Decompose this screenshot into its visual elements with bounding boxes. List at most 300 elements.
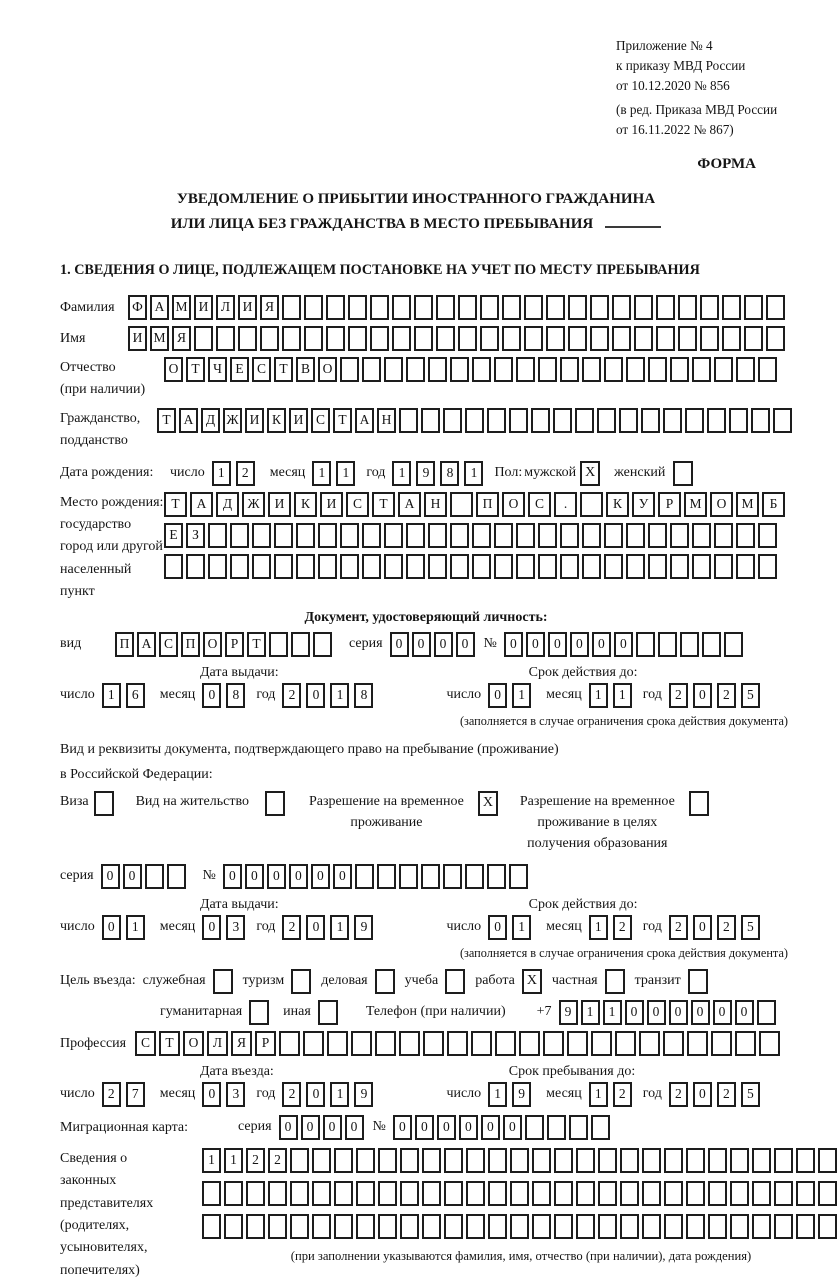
char-cell[interactable]: 0 [526,632,545,657]
char-cell[interactable] [752,1148,771,1173]
char-cell[interactable]: 0 [693,1082,712,1107]
char-cell[interactable] [509,864,528,889]
char-cell[interactable] [758,554,777,579]
char-cell[interactable]: 0 [481,1115,500,1140]
char-cell[interactable]: Р [658,492,681,517]
char-cell[interactable] [648,554,667,579]
char-cell[interactable] [751,408,770,433]
purpose-commercial-checkbox[interactable] [375,969,395,994]
char-cell[interactable] [414,326,433,351]
char-cell[interactable] [465,408,484,433]
char-cell[interactable] [502,326,521,351]
char-cell[interactable]: 5 [741,683,760,708]
char-cell[interactable]: 0 [393,1115,412,1140]
char-cell[interactable] [370,326,389,351]
char-cell[interactable] [356,1214,375,1239]
char-cell[interactable] [576,1181,595,1206]
char-cell[interactable]: И [194,295,213,320]
char-cell[interactable] [370,295,389,320]
char-cell[interactable] [615,1031,636,1056]
char-cell[interactable] [472,357,491,382]
char-cell[interactable]: 0 [488,683,507,708]
char-cell[interactable] [400,1214,419,1239]
char-cell[interactable] [472,554,491,579]
char-cell[interactable]: 1 [330,915,349,940]
char-cell[interactable] [399,408,418,433]
char-cell[interactable] [406,357,425,382]
char-cell[interactable] [348,326,367,351]
char-cell[interactable] [612,295,631,320]
char-cell[interactable] [194,326,213,351]
char-cell[interactable]: 1 [589,1082,608,1107]
char-cell[interactable]: 1 [488,1082,507,1107]
char-cell[interactable]: 2 [282,683,301,708]
char-cell[interactable]: 0 [735,1000,754,1025]
char-cell[interactable] [164,554,183,579]
char-cell[interactable] [444,1214,463,1239]
char-cell[interactable]: 0 [289,864,308,889]
char-cell[interactable] [356,1148,375,1173]
char-cell[interactable] [663,408,682,433]
char-cell[interactable] [392,326,411,351]
char-cell[interactable] [318,523,337,548]
char-cell[interactable]: А [355,408,374,433]
char-cell[interactable] [818,1181,837,1206]
char-cell[interactable] [296,523,315,548]
char-cell[interactable] [326,295,345,320]
char-cell[interactable]: Я [172,326,191,351]
char-cell[interactable]: 1 [603,1000,622,1025]
char-cell[interactable]: С [528,492,551,517]
purpose-work-checkbox[interactable]: X [522,969,542,994]
char-cell[interactable]: 1 [589,915,608,940]
char-cell[interactable] [472,523,491,548]
char-cell[interactable] [487,864,506,889]
char-cell[interactable] [576,1148,595,1173]
char-cell[interactable] [516,357,535,382]
char-cell[interactable]: 0 [301,1115,320,1140]
char-cell[interactable]: 0 [202,1082,221,1107]
char-cell[interactable] [598,1181,617,1206]
visa-checkbox[interactable] [94,791,114,816]
char-cell[interactable]: 0 [333,864,352,889]
char-cell[interactable] [724,632,743,657]
char-cell[interactable]: 0 [691,1000,710,1025]
char-cell[interactable] [282,326,301,351]
char-cell[interactable] [670,523,689,548]
char-cell[interactable]: 2 [669,1082,688,1107]
char-cell[interactable]: И [289,408,308,433]
char-cell[interactable]: И [268,492,291,517]
char-cell[interactable] [378,1148,397,1173]
char-cell[interactable]: О [183,1031,204,1056]
char-cell[interactable] [590,295,609,320]
char-cell[interactable] [678,295,697,320]
char-cell[interactable] [546,326,565,351]
char-cell[interactable]: М [736,492,759,517]
char-cell[interactable] [663,1031,684,1056]
char-cell[interactable]: 8 [354,683,373,708]
char-cell[interactable] [547,1115,566,1140]
char-cell[interactable]: 0 [570,632,589,657]
char-cell[interactable] [252,523,271,548]
char-cell[interactable]: 0 [345,1115,364,1140]
char-cell[interactable] [313,632,332,657]
char-cell[interactable] [722,326,741,351]
char-cell[interactable]: 3 [226,1082,245,1107]
char-cell[interactable] [702,632,721,657]
char-cell[interactable] [290,1181,309,1206]
char-cell[interactable]: А [137,632,156,657]
char-cell[interactable] [774,1148,793,1173]
char-cell[interactable] [340,554,359,579]
char-cell[interactable] [708,1214,727,1239]
char-cell[interactable]: 1 [202,1148,221,1173]
char-cell[interactable]: Т [372,492,395,517]
char-cell[interactable]: 0 [202,915,221,940]
char-cell[interactable] [543,1031,564,1056]
char-cell[interactable] [752,1181,771,1206]
char-cell[interactable] [224,1181,243,1206]
char-cell[interactable] [406,554,425,579]
char-cell[interactable]: 0 [625,1000,644,1025]
char-cell[interactable]: С [252,357,271,382]
char-cell[interactable] [487,408,506,433]
char-cell[interactable]: Л [207,1031,228,1056]
purpose-tourism-checkbox[interactable] [291,969,311,994]
char-cell[interactable] [471,1031,492,1056]
char-cell[interactable]: Д [216,492,239,517]
char-cell[interactable] [686,1181,705,1206]
char-cell[interactable] [362,357,381,382]
char-cell[interactable]: 0 [123,864,142,889]
char-cell[interactable] [546,295,565,320]
char-cell[interactable]: 1 [330,1082,349,1107]
char-cell[interactable] [488,1148,507,1173]
char-cell[interactable]: Т [333,408,352,433]
char-cell[interactable] [422,1148,441,1173]
char-cell[interactable] [736,554,755,579]
char-cell[interactable]: 2 [268,1148,287,1173]
char-cell[interactable] [642,1148,661,1173]
char-cell[interactable] [568,295,587,320]
char-cell[interactable]: 0 [504,632,523,657]
char-cell[interactable] [531,408,550,433]
char-cell[interactable]: 1 [512,915,531,940]
char-cell[interactable] [626,357,645,382]
char-cell[interactable]: 0 [390,632,409,657]
char-cell[interactable] [312,1214,331,1239]
char-cell[interactable]: А [190,492,213,517]
char-cell[interactable] [656,295,675,320]
char-cell[interactable]: 8 [440,461,459,486]
char-cell[interactable] [510,1214,529,1239]
char-cell[interactable] [686,1214,705,1239]
char-cell[interactable] [502,295,521,320]
char-cell[interactable]: Я [260,295,279,320]
char-cell[interactable] [436,326,455,351]
char-cell[interactable]: 9 [416,461,435,486]
char-cell[interactable] [202,1214,221,1239]
char-cell[interactable] [538,554,557,579]
char-cell[interactable]: Ч [208,357,227,382]
char-cell[interactable] [400,1148,419,1173]
char-cell[interactable] [687,1031,708,1056]
char-cell[interactable] [670,357,689,382]
char-cell[interactable] [392,295,411,320]
char-cell[interactable] [774,1214,793,1239]
char-cell[interactable]: 1 [581,1000,600,1025]
purpose-humanitarian-checkbox[interactable] [249,1000,269,1025]
char-cell[interactable] [685,408,704,433]
char-cell[interactable]: 0 [614,632,633,657]
char-cell[interactable]: К [606,492,629,517]
purpose-business-checkbox[interactable] [213,969,233,994]
char-cell[interactable] [423,1031,444,1056]
char-cell[interactable] [274,554,293,579]
char-cell[interactable]: 0 [548,632,567,657]
char-cell[interactable] [422,1181,441,1206]
char-cell[interactable]: 1 [512,683,531,708]
char-cell[interactable] [576,1214,595,1239]
char-cell[interactable]: 9 [354,1082,373,1107]
char-cell[interactable] [692,554,711,579]
char-cell[interactable] [642,1214,661,1239]
char-cell[interactable] [362,523,381,548]
char-cell[interactable] [509,408,528,433]
char-cell[interactable] [744,326,763,351]
char-cell[interactable]: 0 [713,1000,732,1025]
char-cell[interactable]: 0 [647,1000,666,1025]
char-cell[interactable] [269,632,288,657]
char-cell[interactable] [722,295,741,320]
char-cell[interactable]: О [203,632,222,657]
char-cell[interactable] [620,1181,639,1206]
char-cell[interactable] [516,523,535,548]
char-cell[interactable]: И [128,326,147,351]
char-cell[interactable] [700,326,719,351]
char-cell[interactable] [582,357,601,382]
char-cell[interactable] [494,523,513,548]
char-cell[interactable]: 0 [488,915,507,940]
char-cell[interactable] [351,1031,372,1056]
char-cell[interactable] [560,554,579,579]
char-cell[interactable] [303,1031,324,1056]
char-cell[interactable] [340,357,359,382]
char-cell[interactable]: З [186,523,205,548]
purpose-transit-checkbox[interactable] [688,969,708,994]
char-cell[interactable]: Н [377,408,396,433]
char-cell[interactable] [510,1181,529,1206]
char-cell[interactable] [246,1181,265,1206]
char-cell[interactable] [639,1031,660,1056]
char-cell[interactable] [553,408,572,433]
char-cell[interactable] [378,1181,397,1206]
char-cell[interactable] [450,492,473,517]
char-cell[interactable]: 0 [592,632,611,657]
char-cell[interactable]: М [150,326,169,351]
char-cell[interactable]: О [710,492,733,517]
char-cell[interactable]: С [159,632,178,657]
char-cell[interactable]: 5 [741,915,760,940]
char-cell[interactable] [626,554,645,579]
char-cell[interactable] [532,1181,551,1206]
char-cell[interactable] [202,1181,221,1206]
char-cell[interactable] [619,408,638,433]
char-cell[interactable]: 0 [415,1115,434,1140]
char-cell[interactable] [591,1031,612,1056]
char-cell[interactable] [450,357,469,382]
char-cell[interactable] [290,1214,309,1239]
char-cell[interactable]: М [172,295,191,320]
char-cell[interactable]: 9 [559,1000,578,1025]
char-cell[interactable]: 8 [226,683,245,708]
char-cell[interactable] [590,326,609,351]
char-cell[interactable] [604,523,623,548]
char-cell[interactable] [355,864,374,889]
char-cell[interactable] [208,554,227,579]
char-cell[interactable]: 0 [102,915,121,940]
char-cell[interactable] [670,554,689,579]
char-cell[interactable]: 1 [392,461,411,486]
char-cell[interactable] [450,523,469,548]
char-cell[interactable] [648,357,667,382]
char-cell[interactable]: 0 [323,1115,342,1140]
char-cell[interactable]: Ф [128,295,147,320]
char-cell[interactable] [406,523,425,548]
char-cell[interactable] [252,554,271,579]
char-cell[interactable] [598,1148,617,1173]
char-cell[interactable]: 0 [437,1115,456,1140]
char-cell[interactable]: О [164,357,183,382]
char-cell[interactable]: 1 [212,461,231,486]
char-cell[interactable] [428,357,447,382]
char-cell[interactable] [444,1181,463,1206]
char-cell[interactable] [268,1214,287,1239]
char-cell[interactable]: У [632,492,655,517]
char-cell[interactable]: 2 [669,915,688,940]
char-cell[interactable] [230,523,249,548]
char-cell[interactable]: 0 [693,915,712,940]
char-cell[interactable] [758,357,777,382]
char-cell[interactable] [680,632,699,657]
char-cell[interactable]: 9 [512,1082,531,1107]
char-cell[interactable] [327,1031,348,1056]
char-cell[interactable]: 2 [236,461,255,486]
char-cell[interactable]: Б [762,492,785,517]
char-cell[interactable] [744,295,763,320]
char-cell[interactable] [458,295,477,320]
char-cell[interactable]: 5 [741,1082,760,1107]
char-cell[interactable] [375,1031,396,1056]
char-cell[interactable] [582,523,601,548]
char-cell[interactable]: 0 [279,1115,298,1140]
char-cell[interactable]: 1 [224,1148,243,1173]
char-cell[interactable] [648,523,667,548]
char-cell[interactable]: Т [157,408,176,433]
char-cell[interactable] [714,523,733,548]
char-cell[interactable]: 2 [246,1148,265,1173]
char-cell[interactable] [560,523,579,548]
char-cell[interactable]: Т [164,492,187,517]
char-cell[interactable]: Р [225,632,244,657]
purpose-private-checkbox[interactable] [605,969,625,994]
char-cell[interactable]: 2 [717,683,736,708]
char-cell[interactable] [580,492,603,517]
char-cell[interactable] [494,357,513,382]
char-cell[interactable] [626,523,645,548]
char-cell[interactable] [773,408,792,433]
char-cell[interactable]: 2 [282,1082,301,1107]
char-cell[interactable]: П [476,492,499,517]
char-cell[interactable] [428,523,447,548]
char-cell[interactable] [532,1214,551,1239]
char-cell[interactable] [356,1181,375,1206]
char-cell[interactable]: 2 [613,1082,632,1107]
char-cell[interactable] [730,1214,749,1239]
char-cell[interactable] [620,1214,639,1239]
char-cell[interactable]: . [554,492,577,517]
char-cell[interactable]: Л [216,295,235,320]
char-cell[interactable]: 1 [336,461,355,486]
char-cell[interactable]: С [135,1031,156,1056]
char-cell[interactable] [340,523,359,548]
char-cell[interactable] [525,1115,544,1140]
char-cell[interactable] [597,408,616,433]
rvp-edu-checkbox[interactable] [689,791,709,816]
char-cell[interactable]: 0 [267,864,286,889]
char-cell[interactable] [510,1148,529,1173]
char-cell[interactable] [377,864,396,889]
char-cell[interactable]: П [115,632,134,657]
char-cell[interactable] [766,295,785,320]
char-cell[interactable]: С [346,492,369,517]
char-cell[interactable] [757,1000,776,1025]
char-cell[interactable]: Д [201,408,220,433]
char-cell[interactable] [384,357,403,382]
char-cell[interactable] [729,408,748,433]
char-cell[interactable]: 2 [669,683,688,708]
char-cell[interactable] [291,632,310,657]
char-cell[interactable] [692,357,711,382]
char-cell[interactable] [458,326,477,351]
char-cell[interactable]: А [398,492,421,517]
char-cell[interactable] [664,1148,683,1173]
char-cell[interactable] [568,326,587,351]
char-cell[interactable] [208,523,227,548]
char-cell[interactable] [465,864,484,889]
char-cell[interactable]: А [179,408,198,433]
char-cell[interactable] [758,523,777,548]
char-cell[interactable]: 0 [503,1115,522,1140]
char-cell[interactable]: О [502,492,525,517]
char-cell[interactable] [759,1031,780,1056]
char-cell[interactable] [730,1181,749,1206]
char-cell[interactable]: В [296,357,315,382]
char-cell[interactable]: И [238,295,257,320]
char-cell[interactable] [145,864,164,889]
char-cell[interactable] [516,554,535,579]
char-cell[interactable] [711,1031,732,1056]
char-cell[interactable]: 0 [306,915,325,940]
char-cell[interactable]: 9 [354,915,373,940]
char-cell[interactable] [604,554,623,579]
char-cell[interactable] [399,1031,420,1056]
char-cell[interactable] [312,1148,331,1173]
char-cell[interactable] [582,554,601,579]
char-cell[interactable]: Р [255,1031,276,1056]
char-cell[interactable] [598,1214,617,1239]
